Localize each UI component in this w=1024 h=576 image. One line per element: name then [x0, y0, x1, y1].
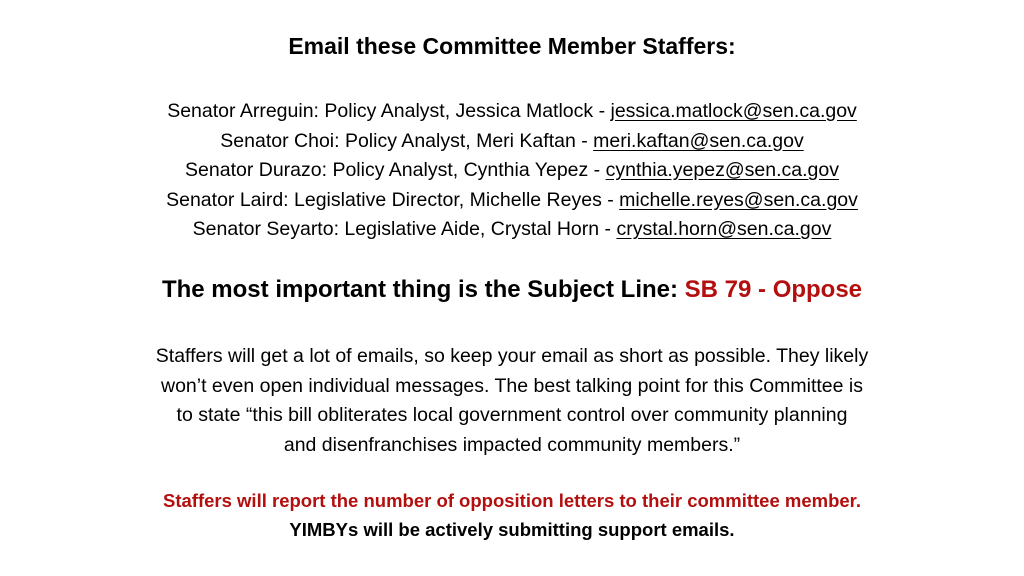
- subject-line-heading: [0, 276, 1024, 304]
- subject-highlight: SB 79 - Oppose: [684, 276, 863, 303]
- email-link[interactable]: michelle.reyes@sen.ca.gov: [619, 188, 858, 211]
- email-link[interactable]: crystal.horn@sen.ca.gov: [616, 218, 832, 240]
- contact-description: Senator Arreguin: Policy Analyst, Jessica Matlock -: [167, 100, 611, 122]
- email-link[interactable]: cynthia.yepez@sen.ca.gov: [605, 159, 839, 181]
- instructions-paragraph: [0, 342, 1024, 460]
- email-link[interactable]: meri.kaftan@sen.ca.gov: [593, 129, 804, 152]
- contact-row: [0, 97, 1024, 127]
- warning-line-red: Staffers will report the number of opposition letters to their committee member.: [163, 490, 861, 511]
- contact-description: Senator Seyarto: Legislative Aide, Crystal Horn -: [192, 218, 617, 240]
- contact-list: [0, 97, 1024, 245]
- contact-row: [0, 186, 1024, 216]
- contact-row: [0, 215, 1024, 245]
- warning-line-black: YIMBYs will be actively submitting support emails.: [289, 519, 735, 540]
- warning-note: [0, 486, 1024, 544]
- contact-row: [0, 127, 1024, 157]
- contact-description: Senator Durazo: Policy Analyst, Cynthia Yepez -: [185, 159, 606, 181]
- paragraph-line: Staffers will get a lot of emails, so keep your email as short as possible. They likely: [155, 345, 869, 367]
- paragraph-line: won’t even open individual messages. The best talking point for this Committee is: [160, 374, 863, 397]
- contact-description: Senator Laird: Legislative Director, Michelle Reyes -: [166, 188, 620, 211]
- contact-row: [0, 156, 1024, 186]
- contact-description: Senator Choi: Policy Analyst, Meri Kaftan -: [220, 129, 594, 152]
- paragraph-line: and disenfranchises impacted community members.”: [283, 433, 741, 456]
- subject-prefix: The most important thing is the Subject Line:: [161, 276, 685, 303]
- paragraph-line: to state “this bill obliterates local government control over community planning: [176, 404, 848, 426]
- page-title: Email these Committee Member Staffers:: [288, 33, 736, 59]
- email-link[interactable]: jessica.matlock@sen.ca.gov: [610, 100, 857, 122]
